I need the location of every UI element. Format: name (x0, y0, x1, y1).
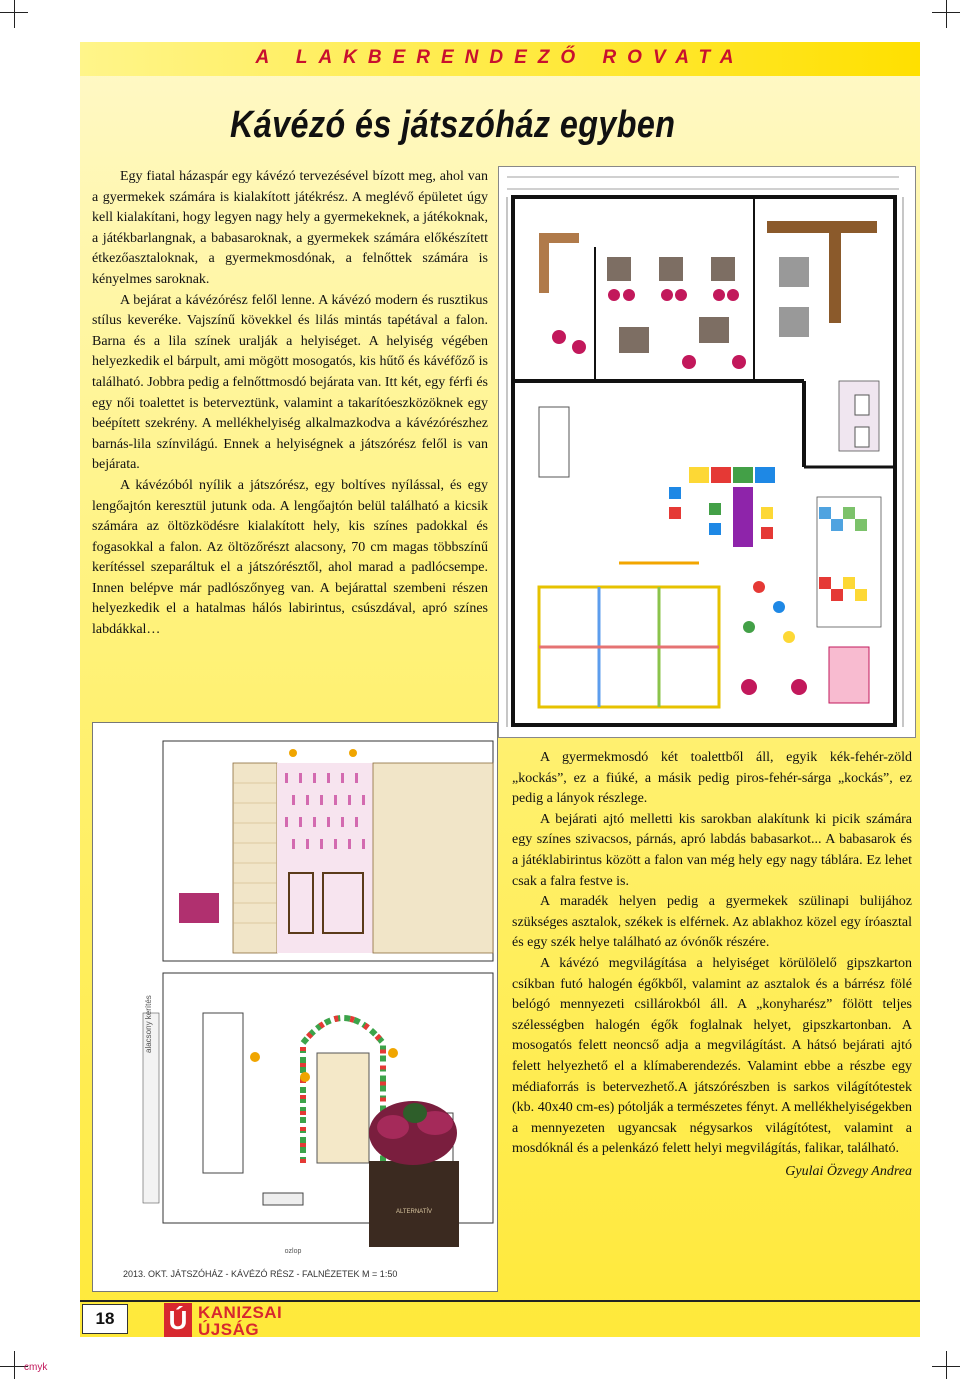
logo-mark-icon: Ú (164, 1303, 192, 1337)
logo-line-1: KANIZSAI (198, 1303, 283, 1322)
author-byline: Gyulai Özvegy Andrea (785, 1163, 912, 1179)
article-title: Kávézó és játszóház egyben (230, 104, 676, 146)
elevation-svg (93, 723, 497, 1291)
cmyk-mark: cmyk (24, 1362, 48, 1373)
section-header-text: A LAKBERENDEZŐ ROVATA (255, 47, 745, 68)
box-label: ALTERNATÍV (395, 1209, 433, 1215)
paragraph: A bejárati ajtó melletti kis sarokban alakítunk ki picik számára egy színes szivacsos, párnás, apró labdás babasarkot... A babasarok és a játéklabirintus között a falon van még hely egy nagy táblára. Ez lehet csak a falra festve is. (512, 811, 912, 889)
paragraph: A gyermekmosdó két toalettből áll, egyik kék-fehér-zöld „kockás”, ez a fiúké, a másik pedig piros-fehér-sárga „kockás”, ez pedig a lányok részlege. (512, 750, 912, 807)
elevation-drawing (92, 722, 498, 1292)
left-text-column (92, 167, 488, 641)
crop-mark (946, 0, 947, 28)
crop-mark (14, 1351, 15, 1379)
paragraph: A bejárat a kávézórész felől lenne. A kávézó modern és rusztikus stílus keveréke. Vajszínű kövekkel és lilás mintás tapétával a falon. Barna és a lila színek uralják a helyiséget. A helyiség végében helyezkedik el bárpult, ami mögött mosogatós, kis hűtő és kávéfőző is található. Jobbra pedig a felnőttmosdó bejárata van. Itt két, egy férfi és egy női toalettet is beterveztünk, valamint a takarítóeszközöknek egy beépített szekrény. A mellékhelyiség alkalmazkodva a kávézórészhez barnás-lila színvilágú. Ennek a helyiségnek a játszórész felől is van bejárata. (92, 292, 488, 473)
footer-rule (80, 1300, 920, 1302)
logo-line-2: ÚJSÁG (198, 1320, 260, 1339)
elevation-side-note: alacsony kerítés (144, 995, 153, 1053)
elevation-bottom-note: ozlop (284, 1248, 302, 1255)
paragraph: Egy fiatal házaspár egy kávézó tervezésével bízott meg, ahol van a gyermekek számára is kialakított játékrész. A meglévő épületet úgy kell kialakítani, hogy legyen nagy hely a gyermekeknek, a játékoknak, a játékbarlangnak, a babasaroknak, a gyermekek számára előkészített étkezőasztaloknak, a gyermekmosdónak, a felnőttek számára is kényelmes saroknak. (92, 169, 488, 287)
elevation-caption: 2013. OKT. JÁTSZÓHÁZ - KÁVÉZÓ RÉSZ - FALNÉZETEK M = 1:50 (123, 1269, 398, 1279)
floor-plan-drawing (498, 166, 916, 738)
crop-mark (946, 1351, 947, 1379)
paragraph: A maradék helyen pedig a gyermekek szülinapi bulijához szükséges asztalok, székek is elférnek. Az ablakhoz közel egy íróasztal és egy szék helye található az óvónők részére. (512, 894, 912, 951)
right-text-column (512, 748, 912, 1182)
crop-mark (14, 0, 15, 28)
page-number: 18 (82, 1304, 128, 1334)
paragraph: A kávézóból nyílik a játszórész, egy boltíves nyílással, és egy lengőajtón keresztül jutunk oda. A lengőajtón belül található a kicsik számára az öltözködésre kialakított hely, kis színes padokkal és fogasokkal a falon. Az öltözőrészt alacsony, 70 cm magas többszínű kerítéssel szeparáltuk el a játszórésztől, ahol marad a padlócsempe. Innen belépve már padlószőnyeg van. A bejárattal szembeni részen helyezkedik el a hatalmas hálós labirintus, csúszdával, apró színes labdákkal… (92, 477, 488, 638)
section-header (80, 42, 920, 76)
paragraph: A kávézó megvilágítása a helyiséget körülölelő gipszkarton csíkban futó halogén égőkből, valamint az asztalok és a bárrész fölé belógó mennyezeti csillárokból áll. A „konyharész” fölött teljes szélességben halogén égők foglalnak helyet, gipszkartonban. A mosogatós felett neoncső adja a megvilágítást. A hátsó bejárati ajtó felett helyezhető el a klímaberendezés. Valamint ebbe a részbe egy médiaforrás is betervezhető.A játszórészben is sarkos világítótestek (kb. 40x40 cm-es) pótolják a természetes fényt. A mellékhelyiségekben a mennyezeten ugyancsak négysarkos világítótest, valamint a mosdóknál és a pelenkázó felett helyi megvilágítás, falikar, található. (512, 955, 912, 1157)
floor-plan-svg (499, 167, 915, 737)
